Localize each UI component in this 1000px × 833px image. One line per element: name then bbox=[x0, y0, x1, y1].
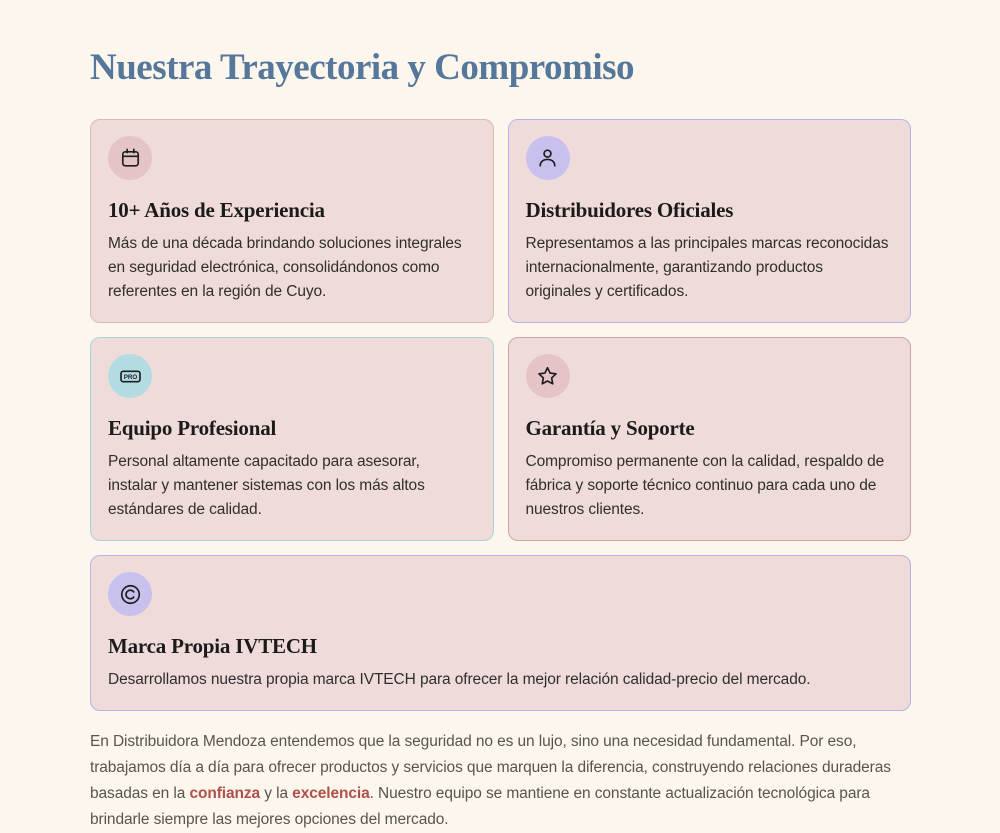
card-experience bbox=[90, 119, 494, 323]
card-team bbox=[90, 337, 494, 541]
closing-text-part: . Nuestro equipo se mantiene en constante actualización tecnológica para brindarle siempre las mejores opciones del mercado. bbox=[90, 785, 870, 828]
card-body: Representamos a las principales marcas reconocidas internacionalmente, garantizando productos originales y certificados. bbox=[525, 235, 889, 300]
card-title: Marca Propia IVTECH bbox=[108, 634, 317, 658]
copyright-icon bbox=[108, 572, 152, 616]
card-title: 10+ Años de Experiencia bbox=[108, 198, 325, 222]
closing-text-part: y la bbox=[260, 785, 293, 802]
person-icon bbox=[526, 136, 570, 180]
card-distributors bbox=[508, 119, 912, 323]
card-title: Distribuidores Oficiales bbox=[525, 198, 734, 222]
highlight-confianza: confianza bbox=[189, 785, 261, 802]
svg-text:PRO: PRO bbox=[123, 373, 137, 381]
card-warranty bbox=[508, 337, 912, 541]
star-icon bbox=[526, 354, 570, 398]
closing-paragraph bbox=[90, 729, 911, 833]
feature-cards-grid bbox=[90, 119, 911, 711]
card-own-brand bbox=[90, 555, 911, 711]
pro-badge-icon bbox=[108, 354, 152, 398]
card-body: Compromiso permanente con la calidad, respaldo de fábrica y soporte técnico continuo para cada uno de nuestros clientes. bbox=[525, 453, 885, 518]
highlight-excelencia: excelencia bbox=[292, 785, 370, 802]
card-body: Desarrollamos nuestra propia marca IVTECH para ofrecer la mejor relación calidad-precio del mercado. bbox=[108, 671, 811, 688]
card-body: Más de una década brindando soluciones integrales en seguridad electrónica, consolidándonos como referentes en la región de Cuyo. bbox=[108, 235, 462, 300]
card-title: Equipo Profesional bbox=[108, 416, 277, 440]
closing-text-part: En Distribuidora Mendoza entendemos que la seguridad no es un lujo, sino una necesidad fundamental. Por eso, trabajamos día a día para ofrecer productos y servicios que marquen la diferencia, construyendo relaciones duraderas basadas en la bbox=[90, 733, 891, 802]
page-title: Nuestra Trayectoria y Compromiso bbox=[90, 47, 635, 88]
card-body: Personal altamente capacitado para asesorar, instalar y mantener sistemas con los más altos estándares de calidad. bbox=[108, 453, 425, 518]
card-title: Garantía y Soporte bbox=[525, 416, 695, 440]
calendar-icon bbox=[108, 136, 152, 180]
